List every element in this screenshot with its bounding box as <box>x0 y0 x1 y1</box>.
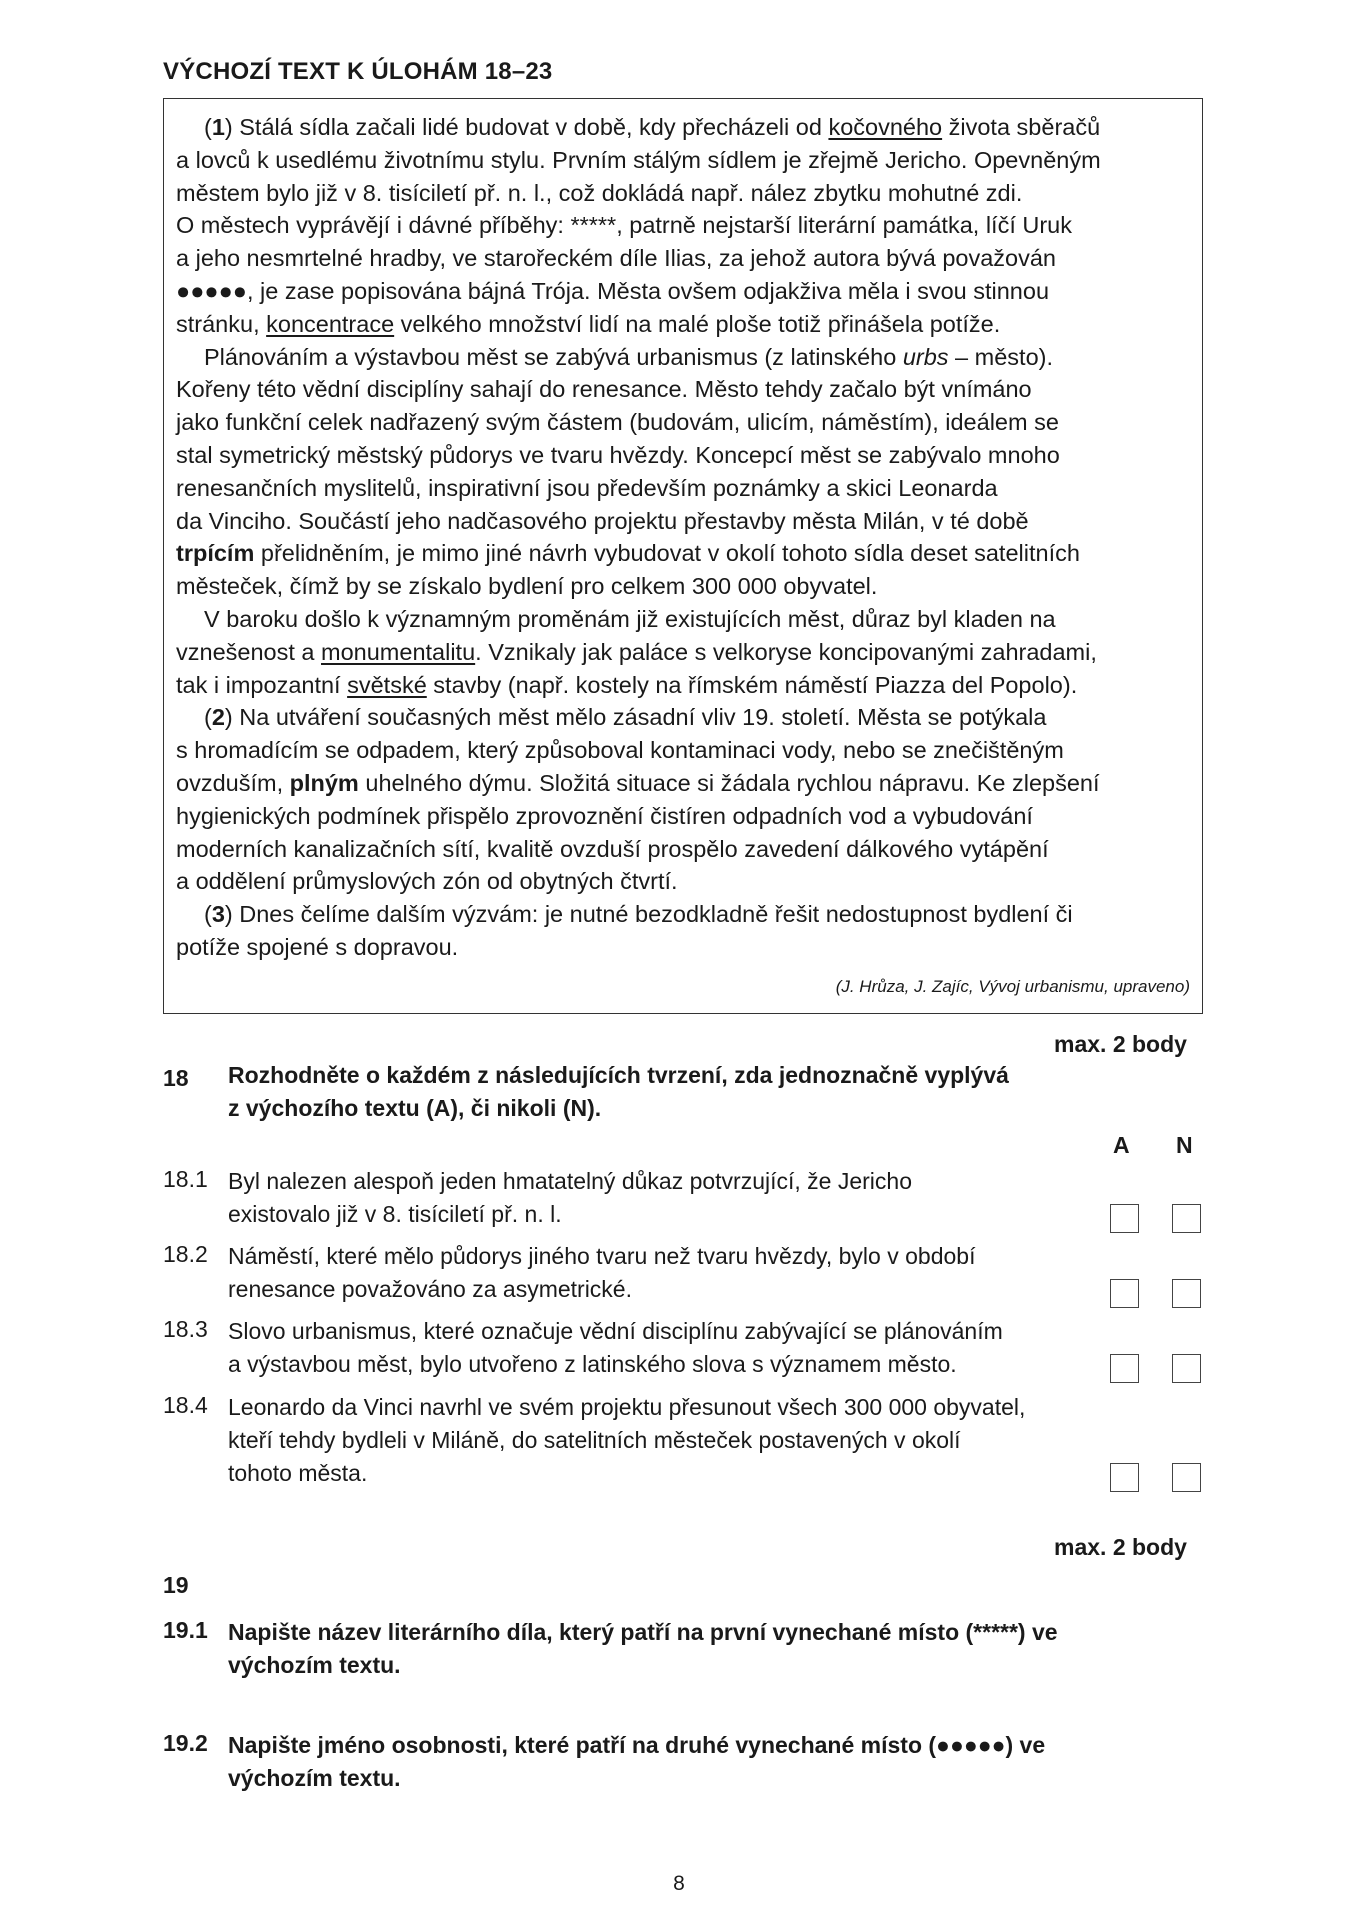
task18-item-number: 18.4 <box>163 1392 208 1418</box>
task18-item-line: a výstavbou měst, bylo utvořeno z latinského slova s významem město. <box>228 1351 957 1377</box>
text-run: tak i impozantní <box>176 671 348 698</box>
text-run: ovzduším, <box>176 769 290 796</box>
task19-item-line: výchozím textu. <box>228 1652 401 1678</box>
task18-18-1-checkbox-a[interactable] <box>1110 1204 1139 1233</box>
paragraph-2 <box>176 341 1080 603</box>
text-line <box>176 406 1080 439</box>
task19-item-line: Napište název literárního díla, který patří na první vynechané místo (*****) ve <box>228 1619 1058 1645</box>
text-line <box>176 144 1101 177</box>
text-run: přelidněním, je mimo jiné návrh vybudovat v okolí tohoto sídla deset satelitních <box>254 540 1080 567</box>
task19-item-line: Napište jméno osobnosti, které patří na druhé vynechané místo (●●●●●) ve <box>228 1732 1046 1758</box>
source-citation: (J. Hrůza, J. Zajíc, Vývoj urbanismu, upraveno) <box>835 977 1190 996</box>
task18-18-2-checkbox-a[interactable] <box>1110 1279 1139 1308</box>
text-run: ) Na utváření současných měst mělo zásadní vliv 19. století. Města se potýkala <box>224 704 1047 731</box>
text-run: ●●●●●, je zase popisována bájná Trója. Města ovšem odjakživa měla i svou stinnou <box>176 277 1050 304</box>
underlined-word: kočovného <box>828 114 943 140</box>
text-line <box>176 275 1101 308</box>
text-run: velkého množství lidí na malé ploše totiž přinášela potíže. <box>394 310 1001 337</box>
task19-item-text <box>228 1616 1058 1682</box>
text-run: stránku, <box>176 310 267 337</box>
task18-item-line: Leonardo da Vinci navrhl ve svém projektu přesunout všech 300 000 obyvatel, <box>228 1394 1026 1420</box>
text-line <box>176 537 1080 570</box>
underlined-word: monumentalitu <box>321 638 476 665</box>
bold-word: 2 <box>211 704 225 731</box>
bold-word: 1 <box>211 114 225 140</box>
text-run: stal symetrický městský půdorys ve tvaru hvězdy. Koncepcí měst se zabývalo mnoho <box>176 441 1060 468</box>
text-run: a oddělení průmyslových zón od obytných čtvrtí. <box>176 868 678 895</box>
task18-item-line: renesance považováno za asymetrické. <box>228 1276 632 1302</box>
task18-item-number: 18.2 <box>163 1241 208 1267</box>
text-run: života sběračů <box>942 114 1101 140</box>
task19-number: 19 <box>163 1572 189 1598</box>
text-line <box>176 898 1073 931</box>
text-line <box>176 701 1100 734</box>
text-line <box>176 308 1101 341</box>
text-line <box>176 570 1080 603</box>
text-run: ) Dnes čelíme dalším výzvám: je nutné bezodkladně řešit nedostupnost bydlení či <box>224 901 1073 928</box>
text-line <box>176 603 1097 636</box>
text-run: V baroku došlo k významným proměnám již existujících měst, důraz byl kladen na <box>204 606 1056 632</box>
text-line <box>176 439 1080 472</box>
task19-item-text <box>228 1729 1045 1795</box>
column-header-a: A <box>1113 1132 1130 1158</box>
bold-word: trpícím <box>176 540 255 567</box>
text-run: s hromadícím se odpadem, který způsoboval kontaminaci vody, nebo se znečištěným <box>176 737 1064 764</box>
text-line <box>176 242 1101 275</box>
task18-item-text <box>228 1165 912 1231</box>
text-line <box>176 341 1080 374</box>
text-run: Plánováním a výstavbou měst se zabývá urbanismus (z latinského <box>204 343 903 370</box>
task18-item-text <box>228 1315 1003 1381</box>
page-number: 8 <box>673 1872 685 1895</box>
task18-18-1-checkbox-n[interactable] <box>1172 1204 1201 1233</box>
text-line <box>176 734 1100 767</box>
text-run: – město). <box>948 343 1054 370</box>
text-line <box>176 833 1100 866</box>
italic-word: urbs <box>902 343 949 370</box>
text-line <box>176 669 1097 702</box>
section-heading: VÝCHOZÍ TEXT K ÚLOHÁM 18–23 <box>163 58 553 85</box>
text-run: vznešenost a <box>176 638 322 665</box>
text-line <box>176 636 1097 669</box>
underlined-word: světské <box>347 671 427 698</box>
text-run: a lovců k usedlému životnímu stylu. Prvním stálým sídlem je zřejmě Jericho. Opevněným <box>176 146 1101 173</box>
paragraph-1 <box>176 111 1101 341</box>
task18-18-3-checkbox-n[interactable] <box>1172 1354 1201 1383</box>
text-run: hygienických podmínek přispělo zprovoznění čistíren odpadních vod a vybudování <box>176 802 1033 829</box>
task18-18-4-checkbox-a[interactable] <box>1110 1463 1139 1492</box>
task19-item-number: 19.1 <box>163 1617 208 1643</box>
text-run: moderních kanalizačních sítí, kvalitě ovzduší prospělo zavedení dálkového vytápění <box>176 835 1049 862</box>
text-line <box>176 209 1101 242</box>
task18-18-2-checkbox-n[interactable] <box>1172 1279 1201 1308</box>
text-run: stavby (např. kostely na římském náměstí Piazza del Popolo). <box>426 671 1078 698</box>
task18-item-line: existovalo již v 8. tisíciletí př. n. l. <box>228 1201 562 1227</box>
text-line <box>176 800 1100 833</box>
column-header-n: N <box>1176 1132 1193 1158</box>
text-run: a jeho nesmrtelné hradby, ve starořeckém díle Ilias, za jehož autora bývá považován <box>176 245 1056 272</box>
task18-18-4-checkbox-n[interactable] <box>1172 1463 1201 1492</box>
task18-instruction <box>228 1059 1009 1125</box>
paragraph-5 <box>176 898 1073 964</box>
text-line <box>176 111 1101 144</box>
task18-item-line: Slovo urbanismus, které označuje vědní disciplínu zabývající se plánováním <box>228 1318 1003 1344</box>
text-run: da Vinciho. Součástí jeho nadčasového projektu přestavby města Milán, v té době <box>176 507 1029 534</box>
text-line <box>176 865 1100 898</box>
task18-item-line: tohoto města. <box>228 1460 368 1486</box>
paragraph-3 <box>176 603 1097 701</box>
text-run: ( <box>204 114 212 140</box>
bold-word: plným <box>289 769 359 796</box>
text-run: jako funkční celek nadřazený svým částem (budovám, ulicím, náměstím), ideálem se <box>176 409 1059 436</box>
task18-item-text <box>228 1391 1025 1490</box>
task19-max-points: max. 2 body <box>1054 1534 1187 1560</box>
text-run: O městech vyprávějí i dávné příběhy: *****, patrně nejstarší literární památka, líčí Uruk <box>176 212 1073 239</box>
bold-word: 3 <box>211 901 225 928</box>
task18-item-text <box>228 1240 975 1306</box>
source-text-box <box>163 98 1203 1014</box>
task18-item-line: Byl nalezen alespoň jeden hmatatelný důkaz potvrzující, že Jericho <box>228 1168 913 1194</box>
text-run: ( <box>204 704 212 731</box>
text-line <box>176 505 1080 538</box>
paragraph-4 <box>176 701 1100 898</box>
text-line <box>176 177 1101 210</box>
text-line <box>176 931 1073 964</box>
text-line <box>176 472 1080 505</box>
text-run: Kořeny této vědní disciplíny sahají do renesance. Město tehdy začalo být vnímáno <box>176 376 1032 403</box>
underlined-word: koncentrace <box>266 310 395 337</box>
text-run: uhelného dýmu. Složitá situace si žádala rychlou nápravu. Ke zlepšení <box>358 769 1100 796</box>
task19-item-line: výchozím textu. <box>228 1765 401 1791</box>
text-line <box>176 767 1100 800</box>
text-run: . Vznikaly jak paláce s velkoryse koncipovanými zahradami, <box>475 638 1097 665</box>
text-run: městeček, čímž by se získalo bydlení pro celkem 300 000 obyvatel. <box>176 573 878 600</box>
task18-item-number: 18.3 <box>163 1316 208 1342</box>
task19-item-number: 19.2 <box>163 1730 208 1756</box>
text-run: potíže spojené s dopravou. <box>176 933 459 960</box>
task18-item-number: 18.1 <box>163 1166 208 1192</box>
task18-instruction-line2: z výchozího textu (A), či nikoli (N). <box>228 1095 602 1121</box>
task18-number: 18 <box>163 1065 189 1091</box>
task18-max-points: max. 2 body <box>1054 1031 1187 1057</box>
task18-instruction-line1: Rozhodněte o každém z následujících tvrzení, zda jednoznačně vyplývá <box>228 1062 1009 1088</box>
text-line <box>176 373 1080 406</box>
text-run: ( <box>204 901 212 928</box>
text-run: ) Stálá sídla začali lidé budovat v době, kdy přecházeli od <box>224 114 829 140</box>
text-run: městem bylo již v 8. tisíciletí př. n. l., což dokládá např. nález zbytku mohutné zdi. <box>176 179 1023 206</box>
task18-item-line: Náměstí, které mělo půdorys jiného tvaru než tvaru hvězdy, bylo v období <box>228 1243 976 1269</box>
task18-18-3-checkbox-a[interactable] <box>1110 1354 1139 1383</box>
text-run: renesančních myslitelů, inspirativní jsou především poznámky a skici Leonarda <box>176 474 998 501</box>
task18-item-line: kteří tehdy bydleli v Miláně, do satelitních městeček postavených v okolí <box>228 1427 961 1453</box>
